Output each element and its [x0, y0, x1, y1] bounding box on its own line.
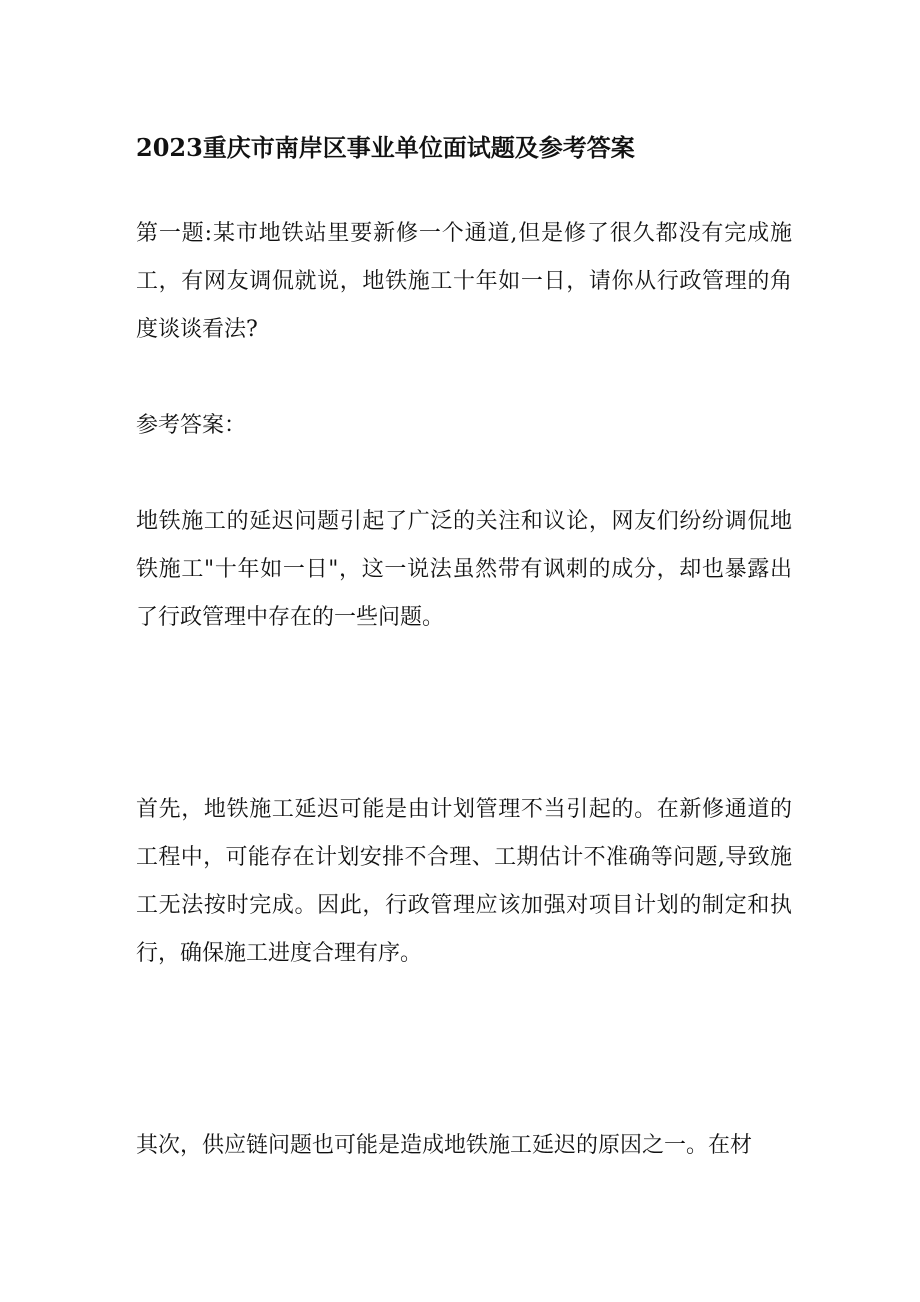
- answer-paragraph-second: 其次，供应链问题也可能是造成地铁施工延迟的原因之一。在材: [136, 1133, 753, 1158]
- question-paragraph: 第一题:某市地铁站里要新修一个通道,但是修了很久都没有完成施工，有网友调侃就说，地铁施工十年如一日，请你从行政管理的角度谈谈看法?: [136, 221, 792, 342]
- document-title: 2023重庆市南岸区事业单位面试题及参考答案: [136, 133, 635, 162]
- answer-paragraph-first: 首先，地铁施工延迟可能是由计划管理不当引起的。在新修通道的工程中，可能存在计划安排不合理、工期估计不准确等问题,导致施工无法按时完成。因此，行政管理应该加强对项目计划的制定和执行，确保施工进度合理有序。: [136, 797, 792, 966]
- answer-paragraph-intro: 地铁施工的延迟问题引起了广泛的关注和议论，网友们纷纷调侃地铁施工"十年如一日"，这一说法虽然带有讽刺的成分，却也暴露出了行政管理中存在的一些问题。: [136, 509, 792, 630]
- answer-label: 参考答案：: [136, 413, 247, 438]
